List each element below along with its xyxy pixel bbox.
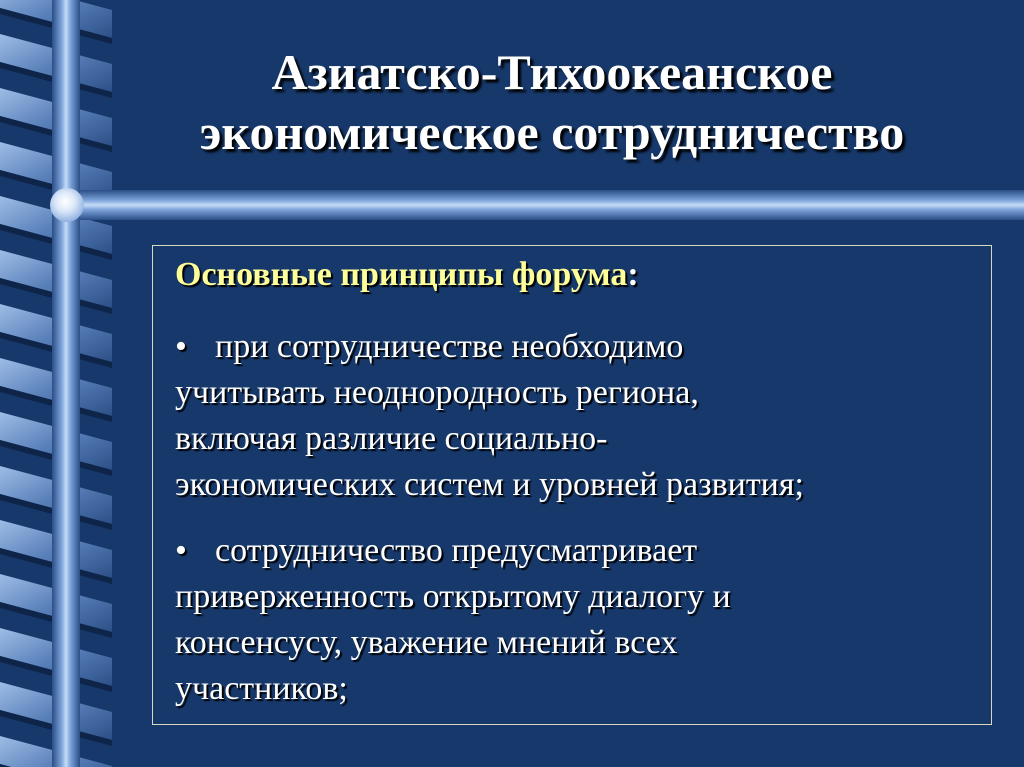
list-item [175,324,985,508]
horizontal-divider-bar [60,190,1024,220]
vertical-bar [52,0,80,767]
principles-list [175,324,985,732]
bar-junction-knob [50,188,84,222]
bullet-line: участников; [175,670,348,707]
bullet-icon: • [175,328,187,365]
subtitle-colon: : [627,256,639,293]
bullet-line: включая различие социально- [175,420,608,457]
bullet-line: экономических систем и уровней развития; [175,466,804,503]
content-box [152,245,992,725]
title-line-2: экономическое сотрудничество [199,104,905,160]
bullet-line: учитывать неоднородность региона, [175,374,699,411]
bullet-icon: • [175,532,187,569]
bullet-line: • сотрудничество предусматривает [175,528,985,574]
subtitle-text: Основные принципы форума [175,256,628,293]
bullet-line: • при сотрудничестве необходимо [175,324,985,370]
list-item [175,528,985,712]
title-line-1: Азиатско-Тихоокеанское [271,44,833,100]
content-subtitle [175,256,639,294]
bullet-line: консенсусу, уважение мнений всех [175,624,678,661]
bullet-line: приверженность открытому диалогу и [175,578,731,615]
slide-title [112,42,992,162]
